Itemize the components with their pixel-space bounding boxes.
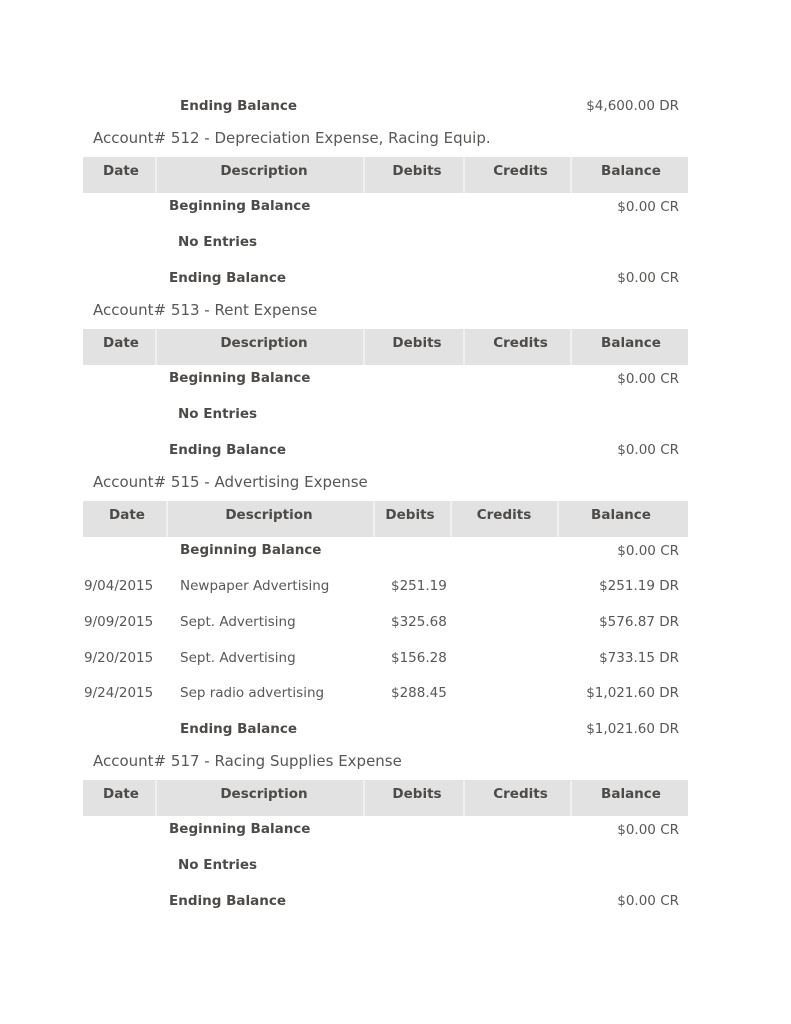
entry-balance: $576.87 DR xyxy=(599,614,679,630)
entry-description: Sept. Advertising xyxy=(180,650,296,666)
entry-debit: $251.19 xyxy=(391,578,447,594)
ending-balance-label: Ending Balance xyxy=(169,442,287,458)
beginning-balance-value: $0.00 CR xyxy=(617,371,679,387)
entry-debit: $156.28 xyxy=(391,650,447,666)
header-balance: Balance xyxy=(601,163,661,179)
entry-description: Sept. Advertising xyxy=(180,614,296,630)
ending-balance-value: $0.00 CR xyxy=(617,893,679,909)
header-credits: Credits xyxy=(493,335,548,351)
beginning-balance-value: $0.00 CR xyxy=(617,199,679,215)
header-debits: Debits xyxy=(385,507,435,523)
entry-balance: $733.15 DR xyxy=(599,650,679,666)
account-title: Account# 515 - Advertising Expense xyxy=(93,473,368,491)
table-header xyxy=(83,329,688,365)
ending-balance-value: $4,600.00 DR xyxy=(586,98,679,114)
entry-balance: $251.19 DR xyxy=(599,578,679,594)
beginning-balance-label: Beginning Balance xyxy=(169,370,311,386)
entry-description: Newpaper Advertising xyxy=(180,578,330,594)
no-entries: No Entries xyxy=(178,406,258,422)
entry-date: 9/24/2015 xyxy=(84,685,154,701)
entry-balance: $1,021.60 DR xyxy=(586,685,679,701)
entry-date: 9/04/2015 xyxy=(84,578,154,594)
ending-balance-value: $0.00 CR xyxy=(617,442,679,458)
account-title: Account# 512 - Depreciation Expense, Racing Equip. xyxy=(93,129,491,147)
no-entries: No Entries xyxy=(178,234,258,250)
account-title: Account# 513 - Rent Expense xyxy=(93,301,318,319)
header-debits: Debits xyxy=(392,786,442,802)
beginning-balance-label: Beginning Balance xyxy=(169,198,311,214)
no-entries: No Entries xyxy=(178,857,258,873)
entry-debit: $288.45 xyxy=(391,685,447,701)
table-header xyxy=(83,157,688,193)
entry-description: Sep radio advertising xyxy=(180,685,325,701)
header-debits: Debits xyxy=(392,163,442,179)
header-credits: Credits xyxy=(493,786,548,802)
beginning-balance-value: $0.00 CR xyxy=(617,543,679,559)
table-header xyxy=(83,780,688,816)
header-balance: Balance xyxy=(591,507,651,523)
header-description: Description xyxy=(225,507,313,523)
entry-debit: $325.68 xyxy=(391,614,447,630)
header-credits: Credits xyxy=(493,163,548,179)
account-title: Account# 517 - Racing Supplies Expense xyxy=(93,752,402,770)
header-credits: Credits xyxy=(476,507,532,523)
ending-balance-label: Ending Balance xyxy=(180,721,298,737)
ending-balance-value: $1,021.60 DR xyxy=(586,721,679,737)
entry-date: 9/09/2015 xyxy=(84,614,154,630)
header-date: Date xyxy=(103,335,139,351)
table-header xyxy=(83,501,688,537)
header-description: Description xyxy=(220,163,308,179)
header-balance: Balance xyxy=(601,335,661,351)
ending-balance-value: $0.00 CR xyxy=(617,270,679,286)
ending-balance-label: Ending Balance xyxy=(169,893,287,909)
header-date: Date xyxy=(109,507,145,523)
header-debits: Debits xyxy=(392,335,442,351)
ending-balance-label: Ending Balance xyxy=(169,270,287,286)
header-date: Date xyxy=(103,786,139,802)
beginning-balance-value: $0.00 CR xyxy=(617,822,679,838)
beginning-balance-label: Beginning Balance xyxy=(169,821,311,837)
entry-date: 9/20/2015 xyxy=(84,650,154,666)
header-description: Description xyxy=(220,786,308,802)
header-description: Description xyxy=(220,335,308,351)
header-balance: Balance xyxy=(601,786,661,802)
beginning-balance-label: Beginning Balance xyxy=(180,542,322,558)
ending-balance-label: Ending Balance xyxy=(180,98,298,114)
header-date: Date xyxy=(103,163,139,179)
